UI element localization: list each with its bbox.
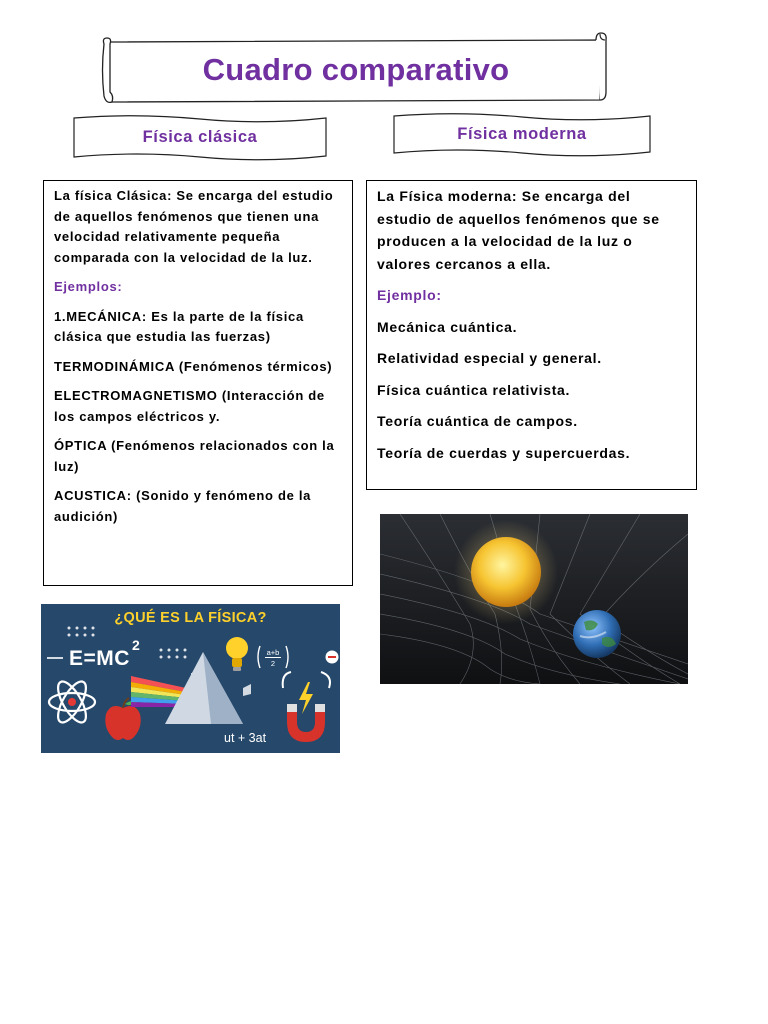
equation-exponent: 2 xyxy=(132,637,140,653)
minus-icon xyxy=(325,650,339,664)
spacetime-image xyxy=(380,514,688,684)
classical-physics-box xyxy=(43,180,353,586)
page-title: Cuadro comparativo xyxy=(202,52,510,87)
classical-item: ÓPTICA (Fenómenos relacionados con la luz) xyxy=(54,438,335,474)
atom-icon xyxy=(46,676,98,728)
modern-item: Teoría de cuerdas y supercuerdas. xyxy=(377,444,631,461)
banner-fisica-clasica xyxy=(73,115,327,159)
column-title-left: Física clásica xyxy=(142,127,258,146)
classical-examples-label: Ejemplos: xyxy=(54,279,123,294)
modern-definition: La Física moderna: Se encarga del estudio de aquellos fenómenos que se producen a la velocidad de la luz o valores cercanos a ella. xyxy=(377,188,660,272)
modern-physics-box xyxy=(366,180,697,490)
magnet-icon xyxy=(277,670,335,746)
physics-poster-image xyxy=(41,604,340,753)
formula-text: ut + 3at xyxy=(224,731,267,745)
banner-fisica-moderna xyxy=(393,112,651,156)
classical-item: ELECTROMAGNETISMO (Interacción de los campos eléctricos y. xyxy=(54,388,325,424)
modern-item: Relatividad especial y general. xyxy=(377,350,602,366)
column-title-right: Física moderna xyxy=(457,124,587,143)
classical-definition: La física Clásica: Se encarga del estudio de aquellos fenómenos que tienen una velocidad relativamente pequeña comparada con la velocidad de la luz. xyxy=(54,188,334,265)
classical-item: 1.MECÁNICA: Es la parte de la física clásica que estudia las fuerzas) xyxy=(54,308,304,344)
fraction-icon xyxy=(256,644,290,670)
svg-text:a+b: a+b xyxy=(266,648,280,657)
svg-text:2: 2 xyxy=(270,659,276,668)
lightbulb-icon xyxy=(224,634,250,674)
classical-item: ACUSTICA: (Sonido y fenómeno de la audición) xyxy=(54,488,312,524)
modern-item: Física cuántica relativista. xyxy=(377,381,571,398)
classical-item: TERMODINÁMICA (Fenómenos térmicos) xyxy=(54,358,333,374)
modern-example-label: Ejemplo: xyxy=(377,287,442,303)
modern-item: Teoría cuántica de campos. xyxy=(377,413,578,429)
title-scroll xyxy=(100,30,612,104)
equation-text: E=MC xyxy=(69,647,130,670)
modern-item: Mecánica cuántica. xyxy=(377,318,518,335)
poster-title: ¿QUÉ ES LA FÍSICA? xyxy=(114,610,267,626)
